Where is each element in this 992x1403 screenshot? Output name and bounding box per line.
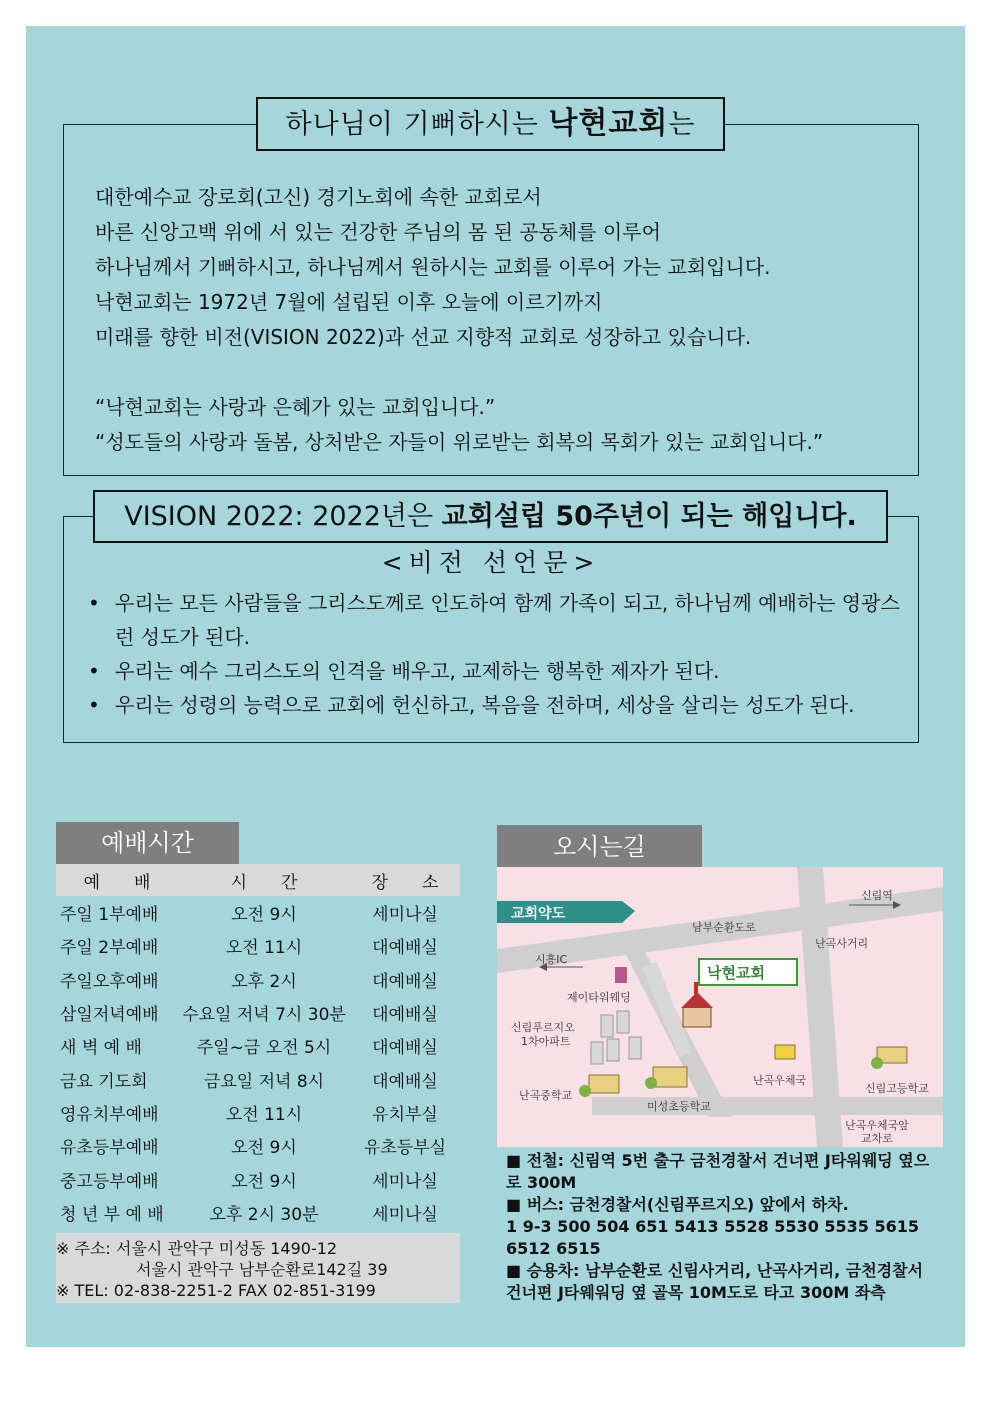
header-time: 시 간 [178,864,350,896]
map-label: 난곡우체국 [753,1074,807,1087]
table-row: 주일오후예배 오후 2시 대예배실 [60,971,438,992]
table-row: 주일 2부예배 오전 11시 대예배실 [60,938,438,959]
directions-line: ■ 버스: 금천경찰서(신림푸르지오) 앞에서 하차. [506,1195,849,1214]
jtower-icon [615,967,627,983]
directions-line: ■ 승용차: 남부순환로 신림사거리, 난곡사거리, 금천경찰서 건너편 J타웨워딩 옆 골목 10M도로 타고 300M 좌측 [506,1261,924,1302]
table-header-row [56,864,460,896]
worship-tab: 예배시간 [56,822,239,864]
church-icon [681,982,713,1027]
header-worship: 예 배 [56,864,178,896]
map-label: 제이타워웨딩 [567,991,631,1004]
directions-line: ■ 전철: 신림역 5번 출구 금천경찰서 건너편 J타워웨딩 옆으로 300M [506,1151,930,1192]
vision-item: • 우리는 예수 그리스도의 인격을 배우고, 교제하는 행복한 제자가 된다. [88,654,914,688]
table-row: 주일 1부예배 오전 9시 세미나실 [60,905,438,926]
table-row: 삼일저녁예배 수요일 저녁 7시 30분 대예배실 [60,1005,438,1026]
church-map [497,867,943,1147]
vision-list [88,586,914,722]
tel-line: ※ TEL: 02-838-2251-2 FAX 02-851-3199 [56,1281,376,1300]
intro-line: 낙현교회는 1972년 7월에 설립된 이후 오늘에 이르기까지 [95,290,603,314]
map-label: 미성초등학교 [647,1100,711,1113]
table-row: 영유치부예배 오전 11시 유치부실 [60,1104,438,1125]
intro-quote: “성도들의 사랑과 돌봄, 상처받은 자들이 위로받는 회복의 목회가 있는 교회입니다.” [95,430,824,454]
map-label: 남부순환도로 [692,921,756,934]
map-label: 신림고등학교 [865,1082,929,1095]
map-label: 신림푸르지오 [511,1021,575,1034]
intro-line: 하나님께서 기뻐하시고, 하나님께서 원하시는 교회를 이루어 가는 교회입니다. [95,255,771,279]
intro-line: 대한예수교 장로회(고신) 경기노회에 속한 교회로서 [95,185,542,209]
map-label: 난곡중학교 [519,1089,573,1102]
church-name: 낙현교회 [548,106,669,141]
worship-table [56,864,460,1229]
address-line: ※ 주소: 서울시 관악구 미성동 1490-12 [56,1239,338,1258]
map-label: 교차로 [861,1132,893,1145]
intro-quote: “낙현교회는 사랑과 은혜가 있는 교회입니다.” [95,395,496,419]
intro-line: 미래를 향한 비전(VISION 2022)과 선교 지향적 교회로 성장하고 있습니다. [95,325,752,349]
table-row: 새 벽 예 배 주일~금 오전 5시 대예배실 [60,1038,438,1059]
map-label: 시흥IC [535,953,568,966]
map-header: 교회약도 [511,906,566,922]
intro-line: 바른 신앙고백 위에 서 있는 건강한 주님의 몸 된 공동체를 이루어 [95,220,661,244]
intro-title: 하나님이 기뻐하시는 낙현교회는 [256,97,725,151]
table-row: 금요 기도회 금요일 저녁 8시 대예배실 [60,1071,438,1092]
vision-item: • 우리는 성령의 능력으로 교회에 헌신하고, 복음을 전하며, 세상을 살리는 성도가 된다. [88,688,914,722]
map-label: 1차아파트 [521,1035,571,1048]
map-label: 난곡사거리 [815,937,869,950]
address-box [56,1233,460,1303]
address-line-2: 서울시 관악구 남부순환로142길 39 [136,1260,388,1279]
directions-tab: 오시는길 [497,825,702,867]
table-row: 중고등부예배 오전 9시 세미나실 [60,1171,438,1192]
map-label: 난곡우체국앞 [845,1119,909,1132]
map-church-label: 낙현교회 [707,964,765,982]
header-place: 장 소 [350,864,460,896]
table-row: 청 년 부 예 배 오후 2시 30분 세미나실 [60,1204,438,1225]
intro-text [95,180,913,460]
directions-text [506,1150,936,1304]
vision-subtitle: <비전 선언문> [381,548,601,577]
map-label: 신림역 [861,889,893,902]
vision-item: • 우리는 모든 사람들을 그리스도께로 인도하여 함께 가족이 되고, 하나님께 예배하는 영광스런 성도가 된다. [88,586,914,654]
vision-title: VISION 2022: 2022년은 교회설립 50주년이 되는 해입니다. [93,490,888,543]
table-row: 유초등부예배 오전 9시 유초등부실 [60,1138,447,1159]
building-icon [591,1011,641,1064]
directions-line: 1 9-3 500 504 651 5413 5528 5530 5535 5615 6512 6515 [506,1217,920,1258]
